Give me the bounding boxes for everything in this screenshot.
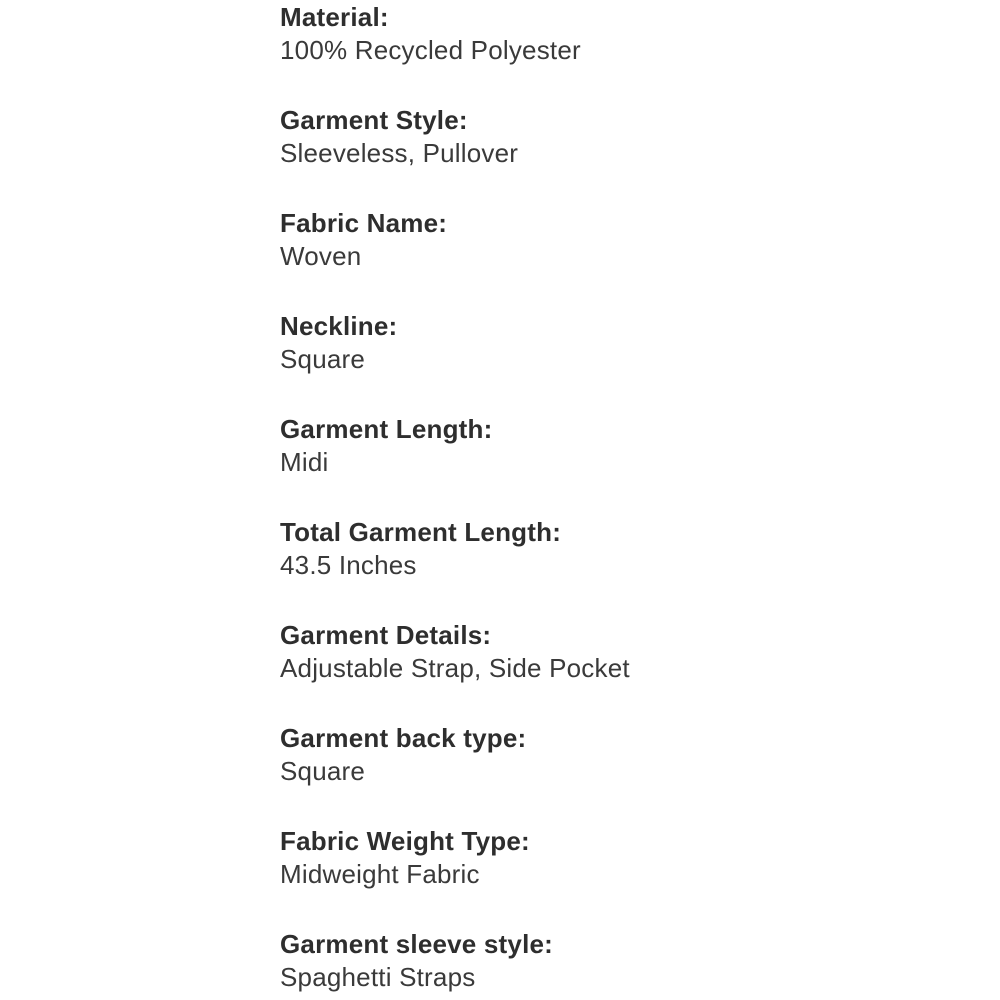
spec-value: Sleeveless, Pullover (280, 138, 519, 168)
spec-row (280, 310, 960, 376)
spec-label: Garment sleeve style: (280, 929, 554, 959)
spec-label: Total Garment Length: (280, 517, 562, 547)
spec-value: 43.5 Inches (280, 550, 417, 580)
spec-row (280, 516, 960, 582)
spec-label: Garment Details: (280, 620, 492, 650)
spec-row (280, 104, 960, 170)
spec-row (280, 1, 960, 67)
spec-value: Midweight Fabric (280, 859, 480, 889)
spec-row (280, 207, 960, 273)
spec-row (280, 825, 960, 891)
spec-row (280, 928, 960, 994)
spec-value: Spaghetti Straps (280, 962, 476, 992)
spec-value: Woven (280, 241, 362, 271)
spec-value: Midi (280, 447, 329, 477)
spec-list (280, 1, 960, 1000)
spec-label: Garment back type: (280, 723, 527, 753)
spec-label: Garment Length: (280, 414, 493, 444)
spec-value: 100% Recycled Polyester (280, 35, 581, 65)
spec-value: Square (280, 756, 366, 786)
spec-value: Adjustable Strap, Side Pocket (280, 653, 630, 683)
spec-label: Neckline: (280, 311, 398, 341)
spec-label: Fabric Weight Type: (280, 826, 530, 856)
spec-label: Fabric Name: (280, 208, 448, 238)
spec-row (280, 619, 960, 685)
spec-row (280, 413, 960, 479)
spec-label: Material: (280, 2, 389, 32)
spec-row (280, 722, 960, 788)
spec-label: Garment Style: (280, 105, 468, 135)
spec-value: Square (280, 344, 366, 374)
